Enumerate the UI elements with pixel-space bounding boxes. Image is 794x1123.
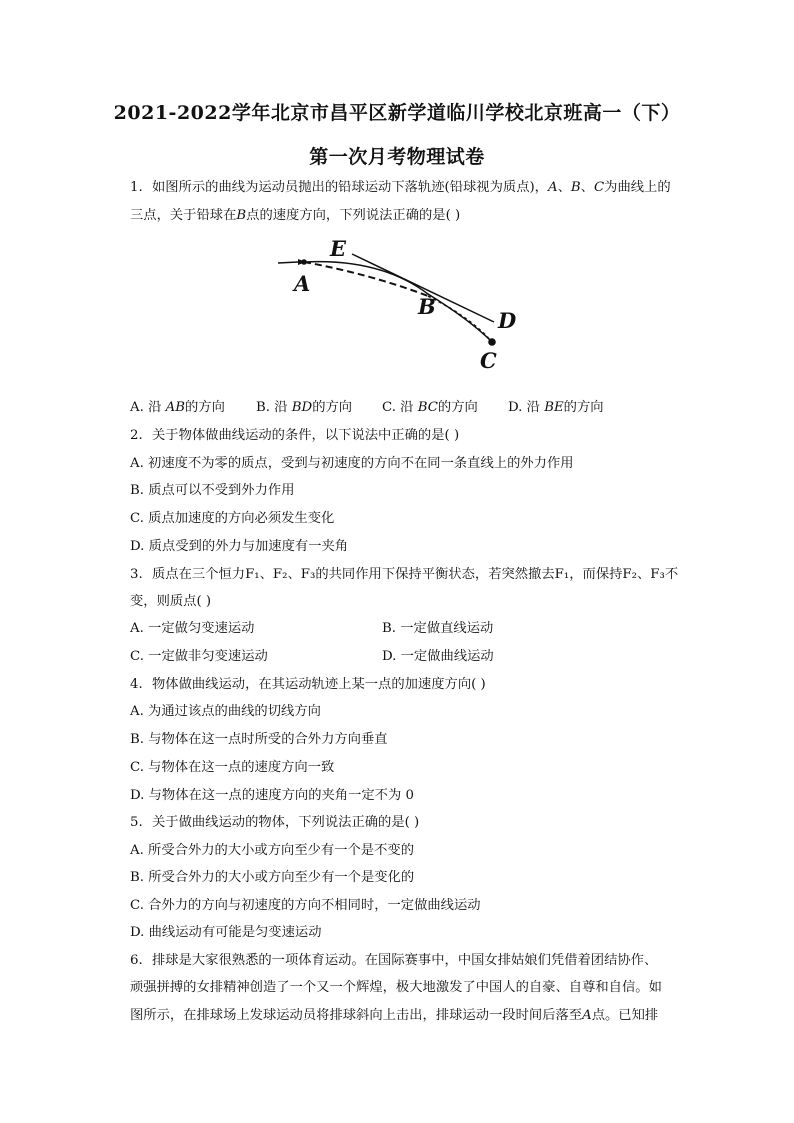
q4-option-b: B. 与物体在这一点时所受的合外力方向垂直 <box>130 732 388 747</box>
q4-option-c: C. 与物体在这一点的速度方向一致 <box>130 760 335 775</box>
q2-option-d: D. 质点受到的外力与加速度有一夹角 <box>130 539 349 554</box>
q3-number: 3. <box>130 567 143 582</box>
q1-number: 1. <box>130 180 143 195</box>
fig-label-c: C <box>480 348 497 372</box>
q2-option-b: B. 质点可以不受到外力作用 <box>130 483 295 498</box>
q1-option-b: B. 沿 BD的方向 <box>256 400 353 415</box>
fig-label-e: E <box>330 236 347 261</box>
q5-number: 5. <box>130 815 143 830</box>
q3-stem-line1: 3. 质点在三个恒力F₁、F₂、F₃的共同作用下保持平衡状态，若突然撤去F₁，而保持F₂、F₃不 <box>130 567 679 582</box>
q2-number: 2. <box>130 428 143 443</box>
q4-number: 4. <box>130 677 143 692</box>
fig-label-b: B <box>418 294 436 319</box>
q3-option-a: A. 一定做匀变速运动 <box>130 621 255 636</box>
q4-stem: 4. 物体做曲线运动，在其运动轨迹上某一点的加速度方向( ) <box>130 677 486 692</box>
q2-option-c: C. 质点加速度的方向必须发生变化 <box>130 511 335 526</box>
q5-stem: 5. 关于做曲线运动的物体，下列说法正确的是( ) <box>130 815 420 830</box>
q2-stem: 2. 关于物体做曲线运动的条件，以下说法中正确的是( ) <box>130 428 460 443</box>
q5-option-a: A. 所受合外力的大小或方向至少有一个是不变的 <box>130 843 414 858</box>
q1-option-c: C. 沿 BC的方向 <box>382 400 478 415</box>
q6-stem-line3: 图所示，在排球场上发球运动员将排球斜向上击出，排球运动一段时间后落至A点。已知排 <box>130 1008 659 1023</box>
exam-title-line1: 2021-2022学年北京市昌平区新学道临川学校北京班高一（下） <box>113 102 681 124</box>
exam-title-line2: 第一次月考物理试卷 <box>309 146 485 168</box>
q5-option-c: C. 合外力的方向与初速度的方向不相同时，一定做曲线运动 <box>130 898 481 913</box>
q5-option-d: D. 曲线运动有可能是匀变速运动 <box>130 925 322 940</box>
q3-option-b: B. 一定做直线运动 <box>382 621 494 636</box>
q1-stem-line2: 三点，关于铅球在B点的速度方向，下列说法正确的是( ) <box>130 208 461 223</box>
q6-stem-line2: 顽强拼搏的女排精神创造了一个又一个辉煌，极大地激发了中国人的自豪、自尊和自信。如 <box>130 980 662 995</box>
fig-label-a: A <box>294 271 311 296</box>
q1-trajectory-figure <box>270 232 530 372</box>
q3-option-c: C. 一定做非匀变速运动 <box>130 649 268 664</box>
q4-option-d: D. 与物体在这一点的速度方向的夹角一定不为 0 <box>130 788 414 803</box>
q3-option-d: D. 一定做曲线运动 <box>382 649 494 664</box>
q1-stem-line1: 1. 如图所示的曲线为运动员抛出的铅球运动下落轨迹(铅球视为质点)，A、B、C为曲线上的 <box>130 180 671 195</box>
q2-option-a: A. 初速度不为零的质点，受到与初速度的方向不在同一条直线上的外力作用 <box>130 456 574 471</box>
q1-option-a: A. 沿 AB的方向 <box>130 400 225 415</box>
q3-stem-line2: 变，则质点( ) <box>130 594 212 609</box>
q6-stem-line1: 6. 排球是大家很熟悉的一项体育运动。在国际赛事中，中国女排姑娘们凭借着团结协作、 <box>130 953 658 968</box>
fig-label-d: D <box>498 308 517 333</box>
q6-number: 6. <box>130 953 143 968</box>
q1-option-d: D. 沿 BE的方向 <box>508 400 604 415</box>
q4-option-a: A. 为通过该点的曲线的切线方向 <box>130 704 321 719</box>
q5-option-b: B. 所受合外力的大小或方向至少有一个是变化的 <box>130 870 415 885</box>
